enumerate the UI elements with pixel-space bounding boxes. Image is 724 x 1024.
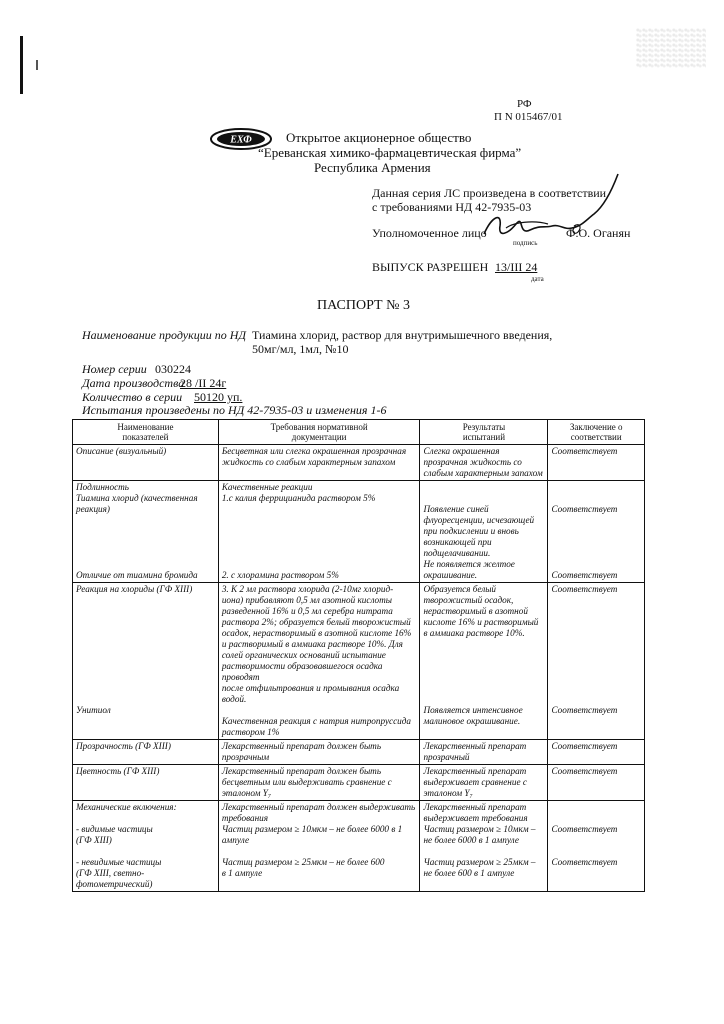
cell-text-line: раствором 1% [221, 727, 280, 737]
tests-performed-line: Испытания произведены по НД 42-7935-03 и изменения 1-6 [82, 403, 387, 417]
cell-text-line: подщелачивании. [423, 548, 491, 558]
cell-text-line: Соответствует [551, 824, 618, 834]
cell-text-line: Частиц размером ≥ 25мкм – не более 600 [221, 857, 385, 867]
cell-text-line: Не появляется желтое [423, 559, 515, 569]
series-number-label: Номер серии [82, 362, 147, 376]
cell-text-line: - невидимые частицы [76, 857, 162, 867]
cell-text-line [76, 672, 215, 683]
cell-text-line: осадок, нерастворимый в азотной кислоте 16% [221, 628, 412, 638]
cell-text-line: Цветность (ГФ XIII) [76, 766, 160, 776]
cell-text-line [551, 493, 641, 504]
cell-text-line: Частиц размером ≥ 25мкм – [423, 857, 536, 867]
cell-text-line: Соответствует [551, 741, 618, 751]
cell-text-line [551, 537, 641, 548]
cell-text-line [76, 559, 215, 570]
cell-text-line: нерастворимый в азотной [423, 606, 528, 616]
release-statement-1: Данная серия ЛС произведена в соответствии [372, 186, 607, 200]
header-requirements: Требования нормативной документации [218, 420, 420, 445]
cell-text-line [423, 694, 544, 705]
table-row [73, 740, 645, 765]
cell-text-line [76, 661, 215, 672]
cell-text-line: 3. К 2 мл раствора хлорида (2-10мг хлорид- [221, 584, 394, 594]
cell-text-line: выдерживает требования [423, 813, 528, 823]
cell-text-line [551, 802, 641, 813]
cell-text-line: Отличие от тиамина бромида [76, 570, 198, 580]
result-cell [420, 583, 548, 740]
cell-text-line: прозрачный [423, 752, 470, 762]
production-date-label: Дата производства [82, 376, 185, 390]
cell-text-line: Образуется белый [423, 584, 497, 594]
table-row [73, 445, 645, 481]
scan-edge-mark [20, 36, 23, 94]
cell-text-line: Реакция на хлориды (ГФ XIII) [76, 584, 193, 594]
cell-text-line: прозрачным [221, 752, 270, 762]
conclusion-cell [548, 583, 645, 740]
cell-text-line [76, 639, 215, 650]
result-cell [420, 740, 548, 765]
cell-text-line [551, 617, 641, 628]
cell-text-line [551, 548, 641, 559]
cell-text-line: Частиц размером ≥ 10мкм – не более 6000 в 1 [221, 824, 403, 834]
requirement-cell [218, 583, 420, 740]
cell-text-line [76, 537, 215, 548]
cell-text-line: кислоте 16% и растворимый [423, 617, 539, 627]
cell-text-line [551, 672, 641, 683]
company-line-3: Республика Армения [314, 160, 431, 175]
cell-text-line [222, 846, 417, 857]
cell-text-line [76, 595, 215, 606]
cell-text-line: реакция) [76, 504, 110, 514]
cell-text-line: Соответствует [551, 570, 618, 580]
cell-text-line [222, 559, 417, 570]
table-row [73, 765, 645, 801]
cell-text-line [551, 526, 641, 537]
cell-text-line: иона) прибавляют 0,5 мл азотной кислоты [221, 595, 393, 605]
header-results: Результаты испытаний [420, 420, 548, 445]
registration-number: П N 015467/01 [494, 111, 563, 123]
cell-text-line [76, 548, 215, 559]
conclusion-cell [548, 801, 645, 892]
conclusion-cell [548, 740, 645, 765]
cell-text-line: выдерживает сравнение с [423, 777, 527, 787]
conclusion-cell [548, 765, 645, 801]
cell-text-line: Соответствует [551, 766, 618, 776]
result-cell [420, 481, 548, 583]
cell-text-line: Лекарственный препарат должен быть [221, 741, 381, 751]
cell-text-line: 1.с калия феррицианида раствором 5% [221, 493, 376, 503]
cell-text-line [76, 526, 215, 537]
cell-text-line [551, 661, 641, 672]
cell-text-line [551, 650, 641, 661]
issue-date-caption: дата [531, 275, 544, 283]
handwritten-signature [478, 168, 624, 250]
series-number-value: 030224 [155, 362, 191, 376]
cell-text-line: Бесцветная или слегка окрашенная прозрачная [221, 446, 407, 456]
issue-date: 13/III 24 [495, 260, 538, 274]
cell-text-line: эталоном Y₇ [423, 788, 473, 798]
cell-text-line: требования [221, 813, 269, 823]
cell-text-line [76, 813, 215, 824]
production-date-value: 28 /II 24г [180, 376, 227, 390]
series-quantity-value: 50120 уп. [194, 390, 243, 404]
cell-text-line [423, 493, 544, 504]
cell-text-line [76, 617, 215, 628]
table-header-row [73, 420, 645, 445]
product-name-line-1: Тиамина хлорид, раствор для внутримышечного введения, [252, 328, 553, 342]
cell-text-line: жидкость со слабым характерным запахом [221, 457, 396, 467]
product-name-label: Наименование продукции по НД [82, 328, 247, 342]
company-line-1: Открытое акционерное общество [286, 130, 472, 145]
cell-text-line [551, 694, 641, 705]
result-cell [420, 801, 548, 892]
cell-text-line: фотометрический) [76, 879, 153, 889]
cell-text-line: Появление синей [423, 504, 489, 514]
cell-text-line: флуоресценции, исчезающей [423, 515, 535, 525]
cell-text-line: творожистый осадок, [423, 595, 514, 605]
cell-text-line: Качественные реакции [221, 482, 313, 492]
cell-text-line: ампуле [221, 835, 250, 845]
cell-text-line: Соответствует [551, 705, 618, 715]
indicator-cell [73, 445, 219, 481]
cell-text-line [551, 639, 641, 650]
cell-text-line: Частиц размером ≥ 10мкм – [423, 824, 536, 834]
cell-text-line [551, 683, 641, 694]
cell-text-line [76, 515, 215, 526]
cell-text-line [222, 526, 417, 537]
cell-text-line: малиновое окрашивание. [423, 716, 521, 726]
cell-text-line [423, 650, 544, 661]
cell-text-line [423, 661, 544, 672]
cell-text-line [222, 537, 417, 548]
cell-text-line: (ГФ XIII) [76, 835, 112, 845]
header-conclusion: Заключение о соответствии [548, 420, 645, 445]
cell-text-line: слабым характерным запахом [423, 468, 543, 478]
indicator-cell [73, 740, 219, 765]
requirement-cell [218, 765, 420, 801]
passport-title: ПАСПОРТ № 3 [317, 298, 410, 313]
cell-text-line [76, 650, 215, 661]
cell-text-line: возникающей при [423, 537, 492, 547]
cell-text-line [551, 515, 641, 526]
table-row [73, 481, 645, 583]
cell-text-line: после отфильтрования и промывания осадка [221, 683, 400, 693]
scan-noise [636, 28, 706, 68]
cell-text-line: Соответствует [551, 584, 618, 594]
requirement-cell [218, 445, 420, 481]
cell-text-line: Появляется интенсивное [423, 705, 523, 715]
cell-text-line: 2. с хлорамина раствором 5% [221, 570, 339, 580]
cell-text-line: солей органических оснований испытание [221, 650, 386, 660]
cell-text-line: в аммиака растворе 10%. [423, 628, 525, 638]
cell-text-line: разведенной 16% и 0,5 мл серебра нитрата [221, 606, 393, 616]
cell-text-line [551, 482, 641, 493]
conclusion-cell [548, 481, 645, 583]
cell-text-line: при подкислении и вновь [423, 526, 519, 536]
cell-text-line [423, 672, 544, 683]
cell-text-line: в 1 ампуле [221, 868, 263, 878]
cell-text-line [423, 639, 544, 650]
cell-text-line: не более 600 в 1 ампуле [423, 868, 515, 878]
cell-text-line: Лекарственный препарат [423, 766, 527, 776]
svg-text:ЕХФ: ЕХФ [230, 134, 252, 146]
cell-text-line [423, 683, 544, 694]
cell-text-line [222, 548, 417, 559]
cell-text-line [222, 515, 417, 526]
result-cell [420, 765, 548, 801]
cell-text-line: Соответствует [551, 446, 618, 456]
cell-text-line: не более 6000 в 1 ампуле [423, 835, 519, 845]
cell-text-line: (ГФ XIII, светно- [76, 868, 145, 878]
indicator-cell [73, 765, 219, 801]
authorized-person-label: Уполномоченное лицо [372, 226, 487, 240]
cell-text-line [551, 559, 641, 570]
release-statement-2: с требованиями НД 42-7935-03 [372, 200, 532, 214]
cell-text-line: и растворимый в аммиака растворе 10%. Для [221, 639, 403, 649]
cell-text-line [551, 813, 641, 824]
issue-permitted-label: ВЫПУСК РАЗРЕШЕН [372, 260, 489, 274]
scan-dot-mark [36, 60, 38, 70]
cell-text-line: Унитиол [76, 705, 111, 715]
requirement-cell [218, 801, 420, 892]
company-line-2: “Ереванская химико-фармацевтическая фирма” [258, 145, 522, 160]
corner-rf: РФ [517, 98, 532, 110]
cell-text-line: окрашивание. [423, 570, 478, 580]
indicator-cell [73, 481, 219, 583]
cell-text-line [76, 694, 215, 705]
product-name-line-2: 50мг/мл, 1мл, №10 [252, 342, 349, 356]
cell-text-line: прозрачная жидкость со [423, 457, 522, 467]
cell-text-line [551, 606, 641, 617]
result-cell [420, 445, 548, 481]
cell-text-line: Описание (визуальный) [76, 446, 167, 456]
cell-text-line [76, 628, 215, 639]
cell-text-line: Слегка окрашенная [423, 446, 500, 456]
series-quantity-label: Количество в серии [82, 390, 183, 404]
cell-text-line [423, 482, 544, 493]
requirement-cell [218, 740, 420, 765]
test-results-table [72, 419, 645, 892]
cell-text-line: растворимости образовавшегося осадка проводят [221, 661, 383, 682]
cell-text-line [423, 846, 544, 857]
cell-text-line: Лекарственный препарат должен быть [221, 766, 381, 776]
cell-text-line [551, 595, 641, 606]
cell-text-line [551, 628, 641, 639]
cell-text-line: Лекарственный препарат должен выдерживать [221, 802, 416, 812]
cell-text-line: Тиамина хлорид (качественная [76, 493, 198, 503]
cell-text-line: Соответствует [551, 857, 618, 867]
cell-text-line: Лекарственный препарат [423, 741, 527, 751]
cell-text-line: Лекарственный препарат [423, 802, 527, 812]
cell-text-line [551, 835, 641, 846]
table-row [73, 801, 645, 892]
cell-text-line [76, 846, 215, 857]
cell-text-line: Прозрачность (ГФ XIII) [76, 741, 171, 751]
cell-text-line: - видимые частицы [76, 824, 153, 834]
cell-text-line: Соответствует [551, 504, 618, 514]
cell-text-line: водой. [221, 694, 247, 704]
table-row [73, 583, 645, 740]
signature-caption: подпись [513, 239, 538, 247]
cell-text-line [222, 504, 417, 515]
cell-text-line: Качественная реакция с натрия нитропруссида [221, 716, 412, 726]
cell-text-line: эталоном Y₇ [221, 788, 272, 798]
indicator-cell [73, 583, 219, 740]
cell-text-line: бесцветным или выдерживать сравнение с [221, 777, 392, 787]
cell-text-line [76, 606, 215, 617]
cell-text-line [76, 683, 215, 694]
authorized-person-name: Ф.О. Оганян [566, 226, 631, 240]
cell-text-line: раствора 2%; образуется белый творожистый [221, 617, 411, 627]
indicator-cell [73, 801, 219, 892]
conclusion-cell [548, 445, 645, 481]
cell-text-line: Подлинность [76, 482, 129, 492]
requirement-cell [218, 481, 420, 583]
cell-text-line [551, 846, 641, 857]
cell-text-line [222, 705, 417, 716]
header-indicator-name: Наименование показателей [73, 420, 219, 445]
cell-text-line: Механические включения: [76, 802, 177, 812]
